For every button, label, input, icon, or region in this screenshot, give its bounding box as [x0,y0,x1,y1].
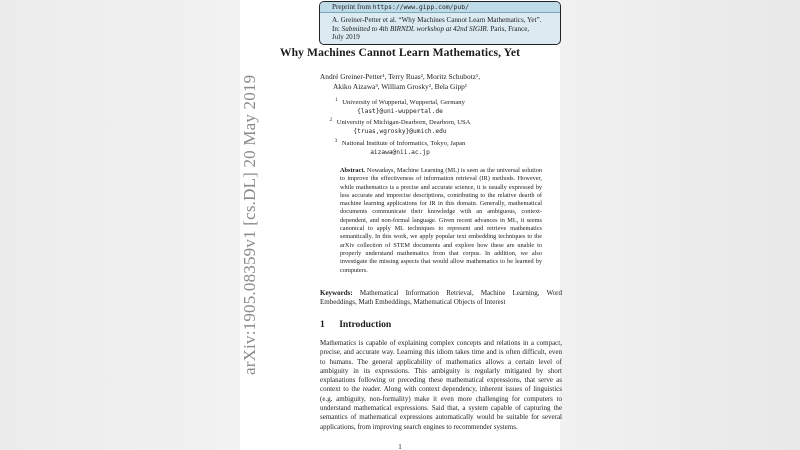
affiliation-number: 3 [334,138,338,144]
citation-authors: A. Greiner-Petter et al. “Why Machines Cannot Learn Mathematics, Yet”. [332,16,542,24]
preprint-header [320,2,560,13]
affiliation-name: University of Wuppertal, Wuppertal, Germany [342,99,465,107]
affiliation-email: {truas,wgrosky}@umich.edu [353,128,447,136]
affiliation-name: University of Michigan-Dearborn, Dearborn, USA [336,119,471,127]
preprint-citation [320,13,560,42]
keywords-label: Keywords: [320,289,353,297]
abstract [340,167,542,275]
paper-title: Why Machines Cannot Learn Mathematics, Yet [279,46,521,59]
author-line-1: André Greiner-Petter¹, Terry Ruas², Moritz Schubotz¹, [319,72,481,81]
arxiv-id: arXiv:1905.08359v1 [cs.DL] 20 May 2019 [240,74,259,375]
arxiv-stamp [240,0,260,450]
abstract-text: Nowadays, Machine Learning (ML) is seen as the universal solution to improve the effectiveness of information retrieval (IR) methods. However, while mathematics is a precise and accurate science, it is usually expressed by less accurate and imprecise descriptions, contributing to the relative dearth of machine learning applications for IR in this domain. Generally, mathematical documents communicate their knowledge with an ambiguous, context-dependent, and non-formal language. Given recent advances in ML, it seems canonical to apply ML techniques to represent and retrieve mathematics semantically. In this work, we apply popular text embedding techniques to the arXiv collection of STEM documents and explore how these are unable to properly understand mathematics from that corpus. In addition, we also investigate the missing aspects that would allow mathematics to be learned by computers. [340,167,542,274]
keywords-text: Mathematical Information Retrieval, Machine Learning, Word Embeddings, Math Embeddings, Mathematical Objects of Interest [320,289,562,306]
viewer-background-right [560,0,800,450]
section-title: Introduction [339,319,392,330]
affiliation-number: 2 [329,118,333,124]
affiliation-item [240,97,560,116]
affiliation-item [240,117,560,136]
keywords [320,289,562,307]
citation-date: July 2019 [332,33,360,41]
citation-venue: Submitted to 4th BIRNDL workshop at 42nd SIGIR. [341,24,489,33]
affiliation-list [240,97,560,158]
section-heading [320,319,560,330]
viewer-background-left [0,0,240,450]
preprint-label: Preprint from [332,3,371,11]
affiliation-number: 1 [335,98,338,103]
affiliation-email: aizawa@nii.ac.jp [370,148,430,156]
preprint-url-link[interactable]: https://www.gipp.com/pub/ [372,3,469,11]
author-list [240,72,560,91]
author-line-2: Akiko Aizawa³, William Grosky², Bela Gipp¹ [332,81,468,91]
section-number: 1 [320,319,325,330]
abstract-label: Abstract. [340,167,366,174]
affiliation-item [240,138,560,157]
preprint-box [319,1,561,45]
page-number: 1 [398,443,402,450]
affiliation-name: National Institute of Informatics, Tokyo, Japan [341,139,466,147]
citation-in: In: [332,24,340,33]
section-paragraph: Mathematics is capable of explaining complex concepts and relations in a compact, precise, and accurate way. Learning this idiom takes time and is often difficult, even to humans. The general applicability of mathematics allows a certain level of ambiguity in its expressions. This ambiguity is regularly mitigated by short explanations following or preceding these mathematical expressions, that serve as context to the reader. Along with context dependency, inherent issues of linguistics (e.g. ambiguity, non-formality) make it even more challenging for computers to understand mathematical expressions. Said that, a system capable of capturing the semantics of mathematical expressions automatically would be suitable for several applications, from improving search engines to recommender systems. [320,339,562,431]
affiliation-email: {last}@uni-wuppertal.de [357,107,443,115]
citation-place: Paris, France, [490,24,530,33]
